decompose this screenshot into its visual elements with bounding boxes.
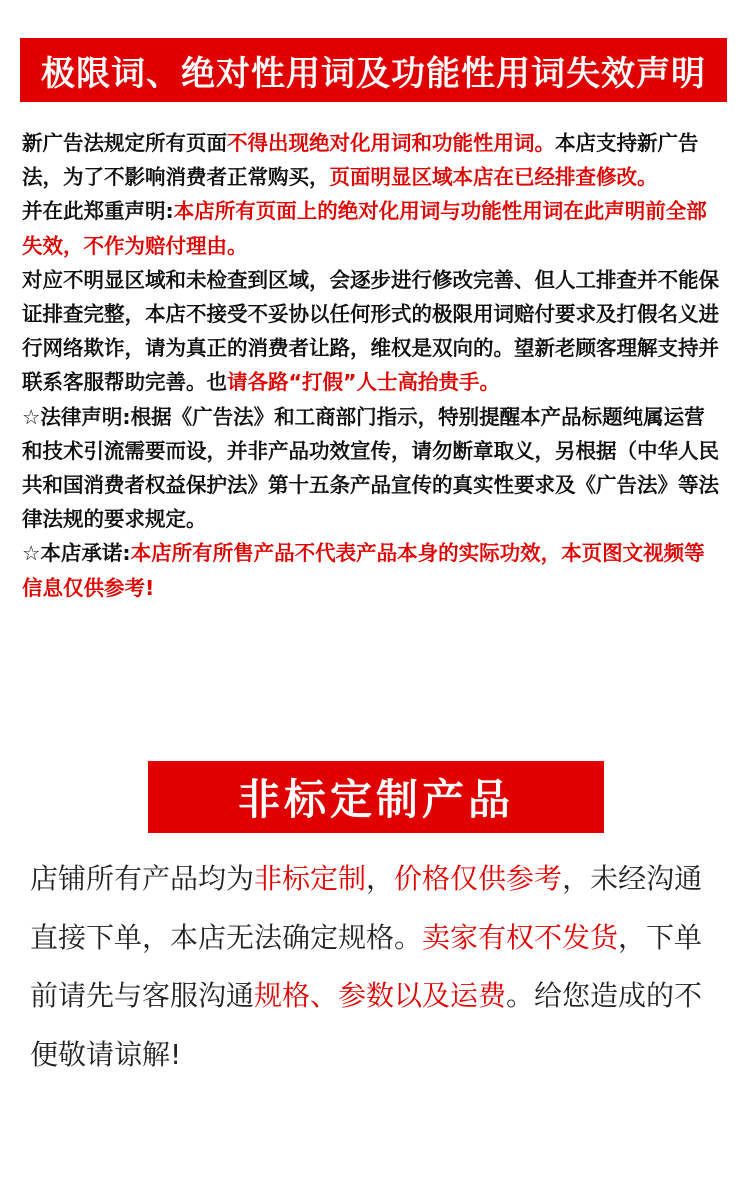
info-text: ， <box>366 862 395 895</box>
custom-product-banner <box>148 761 604 833</box>
notice-highlight: 不得出现绝对化用词和功能性用词。 <box>227 131 555 155</box>
notice-text: 并在此郑重声明: <box>22 199 174 224</box>
notice-text: 本店支持新广告法，为了不影响消费者正常购买， <box>22 131 699 190</box>
custom-product-title: 非标定制产品 <box>237 775 514 824</box>
custom-product-info <box>30 850 720 1084</box>
info-text: 。给您造成的不便敬请谅解! <box>30 979 703 1071</box>
info-highlight: 非标定制 <box>254 862 367 895</box>
info-highlight: 价格仅供参考 <box>394 862 563 895</box>
info-text: 店铺所有产品均为 <box>30 862 255 895</box>
info-highlight: 卖家有权不发货 <box>422 920 619 954</box>
shop-promise-text: 本店所有所售产品不代表产品本身的实际功效，本页图文视频等信息仅供参考! <box>22 541 705 600</box>
info-highlight: 规格、参数以及运费 <box>254 979 507 1012</box>
notice-text: 新广告法规定所有页面 <box>22 131 227 155</box>
disclaimer-body <box>22 126 722 605</box>
notice-highlight: 页面明显区域本店在已经排查修改。 <box>329 165 658 190</box>
info-text: ，未经沟通直接下单，本店无法确定规格。 <box>30 862 703 954</box>
info-text: ，下单前请先与客服沟通 <box>30 920 703 1012</box>
notice-highlight: 本店所有页面上的绝对化用词与功能性用词在此声明前全部失效，不作为赔付理由。 <box>22 199 707 258</box>
disclaimer-title: 极限词、绝对性用词及功能性用词失效声明 <box>41 53 706 94</box>
legal-statement: ☆法律声明:根据《广告法》和工商部门指示，特别提醒本产品标题纯属运营和技术引流需要而设，并非产品功效宣传，请勿断章取义，另根据（中华人民共和国消费者权益保护法》第十五条产品宣传的真实性要求及《广告法》等法律法规的要求规定。 <box>22 404 719 532</box>
disclaimer-banner <box>20 38 727 102</box>
shop-promise-label: ☆本店承诺: <box>22 541 131 566</box>
notice-highlight: 请各路“打假”人士高抬贵手。 <box>227 370 500 395</box>
notice-text: 对应不明显区域和未检查到区域，会逐步进行修改完善、但人工排查并不能保证排查完整，本店不接受不妥协以任何形式的极限用词赔付要求及打假名义进行网络欺诈，请为真正的消费者让路，维权是双向的。望新老顾客理解支持并联系客服帮助完善。也 <box>22 267 719 395</box>
